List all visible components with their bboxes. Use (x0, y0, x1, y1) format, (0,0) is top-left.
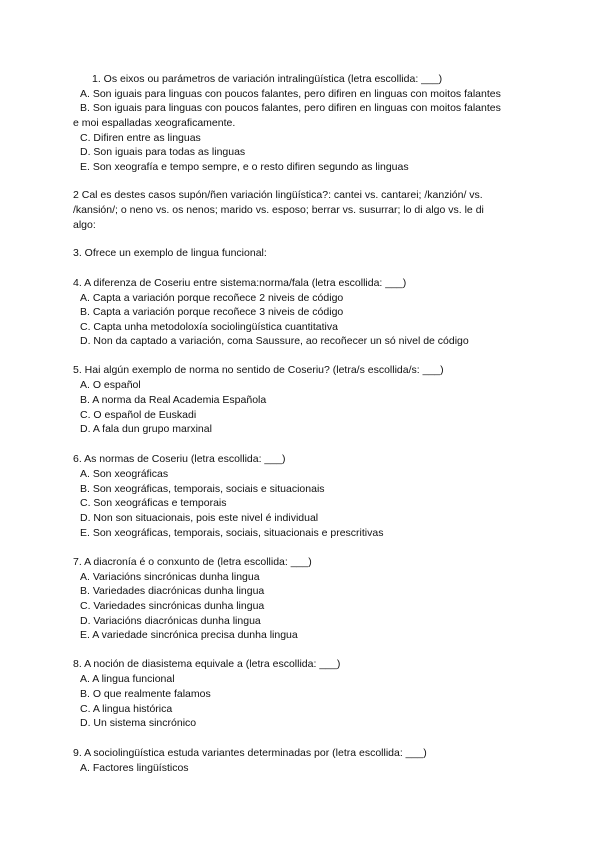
question-9-option-a: A. Factores lingüísticos (80, 762, 189, 774)
question-1-text: 1. Os eixos ou parámetros de variación intralingüística (letra escollida: ___) (92, 73, 443, 85)
question-1-option-d: D. Son iguais para todas as linguas (80, 146, 246, 158)
question-1-option-a: A. Son iguais para linguas con poucos falantes, pero difiren en linguas con moitos falantes (80, 88, 501, 100)
question-7-option-b: B. Variedades diacrónicas dunha lingua (80, 585, 265, 597)
question-8-text: 8. A noción de diasistema equivale a (letra escollida: ___) (73, 658, 341, 670)
question-7-option-e: E. A variedade sincrónica precisa dunha lingua (80, 629, 298, 641)
question-4-option-a: A. Capta a variación porque recoñece 2 niveis de código (80, 292, 344, 304)
question-8-option-c: C. A lingua histórica (80, 703, 173, 715)
question-1-option-c: C. Difiren entre as linguas (80, 132, 201, 144)
question-4-option-c: C. Capta unha metodoloxía sociolingüística cuantitativa (80, 321, 338, 333)
question-5-option-d: D. A fala dun grupo marxinal (80, 423, 212, 435)
question-3-text: 3. Ofrece un exemplo de lingua funcional: (73, 247, 267, 259)
question-6-option-b: B. Son xeográficas, temporais, sociais e situacionais (80, 483, 325, 495)
question-4-option-d: D. Non da captado a variación, coma Saussure, ao recoñecer un só nivel de código (80, 335, 469, 347)
question-8-option-a: A. A lingua funcional (80, 673, 175, 685)
question-5-text: 5. Hai algún exemplo de norma no sentido de Coseriu? (letra/s escollida/s: ___) (73, 364, 444, 376)
question-8-option-d: D. Un sistema sincrónico (80, 717, 197, 729)
question-7-text: 7. A diacronía é o conxunto de (letra escollida: ___) (73, 556, 312, 568)
question-7-option-c: C. Variedades sincrónicas dunha lingua (80, 600, 265, 612)
question-7-option-a: A. Variacións sincrónicas dunha lingua (80, 571, 260, 583)
question-4-text: 4. A diferenza de Coseriu entre sistema:norma/fala (letra escollida: ___) (73, 277, 407, 289)
question-6-text: 6. As normas de Coseriu (letra escollida: ___) (73, 453, 286, 465)
question-1-option-e: E. Son xeografía e tempo sempre, e o resto difiren segundo as linguas (80, 161, 409, 173)
question-5-option-b: B. A norma da Real Academia Española (80, 394, 267, 406)
question-2-text-continued-1: /kansión/; o neno vs. os nenos; marido vs. esposo; berrar vs. susurrar; lo di algo vs. le di (73, 204, 484, 216)
question-7-option-d: D. Variacións diacrónicas dunha lingua (80, 615, 261, 627)
question-4-option-b: B. Capta a variación porque recoñece 3 niveis de código (80, 306, 344, 318)
question-1-option-b: B. Son iguais para linguas con poucos falantes, pero difiren en linguas con moitos falantes (80, 102, 501, 114)
question-6-option-e: E. Son xeográficas, temporais, sociais, situacionais e prescritivas (80, 527, 384, 539)
question-1-option-b-continued: e moi espalladas xeograficamente. (73, 117, 236, 129)
question-5-option-c: C. O español de Euskadi (80, 409, 197, 421)
question-6-option-c: C. Son xeográficas e temporais (80, 497, 227, 509)
question-2-text-continued-2: algo: (73, 219, 96, 231)
question-8-option-b: B. O que realmente falamos (80, 688, 211, 700)
question-9-text: 9. A sociolingüística estuda variantes determinadas por (letra escollida: ___) (73, 747, 427, 759)
question-6-option-d: D. Non son situacionais, pois este nivel é individual (80, 512, 319, 524)
question-2-text: 2 Cal es destes casos supón/ñen variación lingüística?: cantei vs. cantarei; /kanzión/ vs. (73, 189, 483, 201)
question-6-option-a: A. Son xeográficas (80, 468, 169, 480)
question-5-option-a: A. O español (80, 379, 141, 391)
